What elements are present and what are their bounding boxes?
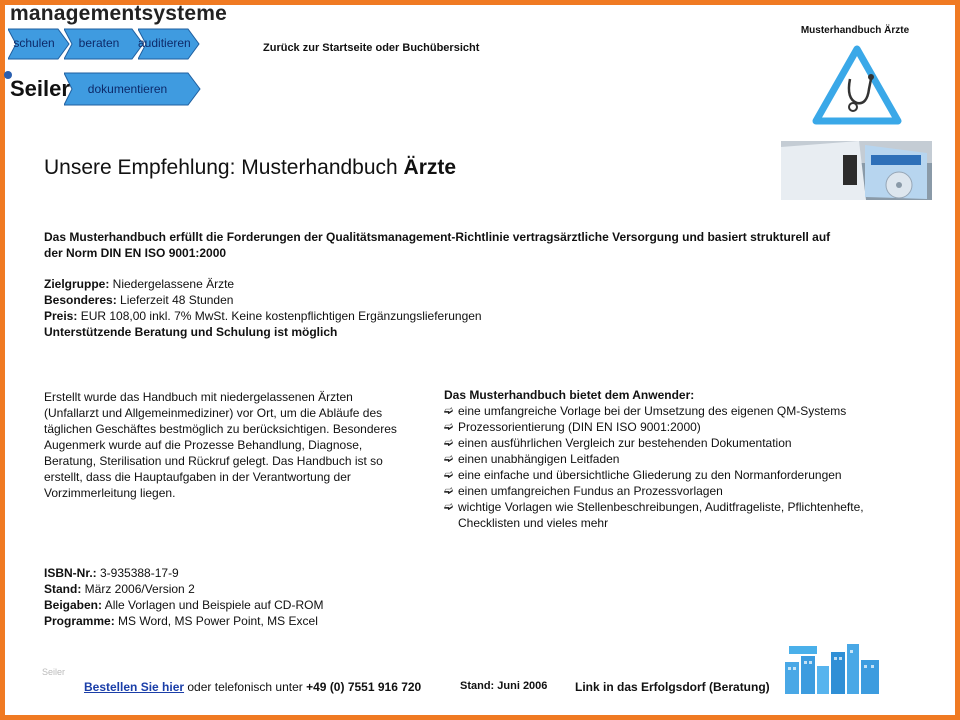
warning-triangle-icon xyxy=(812,45,902,125)
intro-text: Das Musterhandbuch erfüllt die Forderungen der Qualitätsmanagement-Richtlinie vertragsärztliche Versorgung und basiert strukturell auf der Norm DIN EN ISO 9001:2000 xyxy=(44,230,831,260)
list-item-text: einen umfangreichen Fundus an Prozessvorlagen xyxy=(458,484,723,498)
nav-label: schulen xyxy=(13,36,55,50)
order-line xyxy=(84,680,421,694)
bullet-arrow-icon: ➫ xyxy=(444,405,454,417)
nav-auditieren[interactable] xyxy=(138,27,200,61)
title-prefix: Unsere Empfehlung: Musterhandbuch xyxy=(44,156,404,179)
title-bold: Ärzte xyxy=(403,156,457,179)
bullet-arrow-icon: ➫ xyxy=(444,437,454,449)
description-text: Erstellt wurde das Handbuch mit niedergelassenen Ärzten (Unfallarzt und Allgemeinmediziner) vor Ort, um die Abläufe des täglichen Geschäftes bestmöglich zu berücksichtigen. Besonderes Augenmerk wurde auf die Prozesse Behandlung, Diagnose, Beratung, Sterilisation und Rückruf gelegt. Das Handbuch ist so erstellt, dass die Hauptaufgaben in der Verantwortung der Vorzimmerleitung liegen. xyxy=(44,390,397,500)
bullet-arrow-icon: ➫ xyxy=(444,501,454,513)
isbn-row xyxy=(44,597,444,613)
page-title xyxy=(44,156,456,180)
support-note: Unterstützende Beratung und Schulung ist möglich xyxy=(44,325,338,339)
list-item xyxy=(444,403,914,419)
list-item-text: einen ausführlichen Vergleich zur bestehenden Dokumentation xyxy=(458,436,792,450)
footer-stamp: Seiler xyxy=(42,667,66,677)
fact-value: Niedergelassene Ärzte xyxy=(109,277,235,291)
nav-label: beraten xyxy=(78,36,120,50)
phone-number: +49 (0) 7551 916 720 xyxy=(306,680,422,694)
list-item-text: Prozessorientierung (DIN EN ISO 9001:2000) xyxy=(458,420,701,434)
list-item xyxy=(444,419,914,435)
order-link[interactable]: Bestellen Sie hier xyxy=(84,680,185,694)
isbn-row xyxy=(44,613,444,629)
bullet-arrow-icon: ➫ xyxy=(444,469,454,481)
facts-block xyxy=(44,276,744,340)
nav-beraten[interactable] xyxy=(64,27,144,61)
isbn-label: Stand: xyxy=(44,582,82,596)
isbn-label: Beigaben: xyxy=(44,598,103,612)
list-item-text: eine einfache und übersichtliche Gliederung zu den Normanforderungen xyxy=(458,468,842,482)
back-link[interactable]: Zurück zur Startseite oder Buchübersicht xyxy=(263,42,480,54)
side-label: Musterhandbuch Ärzte xyxy=(800,25,910,36)
list-item xyxy=(444,483,914,499)
benefits-list xyxy=(444,403,914,531)
benefits-block xyxy=(444,387,914,531)
list-item xyxy=(444,451,914,467)
nav-dokumentieren[interactable] xyxy=(64,71,201,107)
list-item xyxy=(444,467,914,483)
isbn-block xyxy=(44,565,444,629)
isbn-value: 3-935388-17-9 xyxy=(96,566,179,580)
product-photo xyxy=(781,141,932,200)
nav-label: dokumentieren xyxy=(87,82,168,96)
bullet-arrow-icon: ➫ xyxy=(444,421,454,433)
list-item xyxy=(444,499,914,531)
fact-label: Zielgruppe: xyxy=(44,277,110,291)
erfolgsdorf-link[interactable]: Link in das Erfolgsdorf (Beratung) xyxy=(575,680,770,694)
fact-row xyxy=(44,308,744,324)
isbn-value: Alle Vorlagen und Beispiele auf CD-ROM xyxy=(102,598,324,612)
isbn-label: ISBN-Nr.: xyxy=(44,566,97,580)
list-item xyxy=(444,435,914,451)
isbn-value: März 2006/Version 2 xyxy=(81,582,195,596)
bullet-arrow-icon: ➫ xyxy=(444,453,454,465)
fact-value: EUR 108,00 inkl. 7% MwSt. Keine kostenpflichtigen Ergänzungslieferungen xyxy=(77,309,482,323)
isbn-value: MS Word, MS Power Point, MS Excel xyxy=(114,614,318,628)
fact-value: Lieferzeit 48 Stunden xyxy=(116,293,234,307)
list-item-text: einen unabhängigen Leitfaden xyxy=(458,452,620,466)
bullet-arrow-icon: ➫ xyxy=(444,485,454,497)
fact-label: Preis: xyxy=(44,309,78,323)
order-text: oder telefonisch unter xyxy=(184,680,307,694)
brand-logo: Seiler xyxy=(10,76,70,101)
footer-stand: Stand: Juni 2006 xyxy=(460,680,548,692)
fact-label: Besonderes: xyxy=(44,293,117,307)
list-item-text: eine umfangreiche Vorlage bei der Umsetzung des eigenen QM-Systems xyxy=(458,404,847,418)
nav-schulen[interactable] xyxy=(8,27,70,61)
benefits-title: Das Musterhandbuch bietet dem Anwender: xyxy=(444,388,695,402)
list-item-text: wichtige Vorlagen wie Stellenbeschreibungen, Auditfrageliste, Pflichtenhefte, Checklisten und vieles mehr xyxy=(458,500,864,530)
brand-title: managementsysteme xyxy=(10,2,227,25)
nav-label: auditieren xyxy=(138,36,191,50)
fact-row xyxy=(44,292,744,308)
isbn-row xyxy=(44,581,444,597)
isbn-row xyxy=(44,565,444,581)
isbn-label: Programme: xyxy=(44,614,115,628)
city-icon[interactable] xyxy=(783,642,883,694)
fact-row xyxy=(44,276,744,292)
